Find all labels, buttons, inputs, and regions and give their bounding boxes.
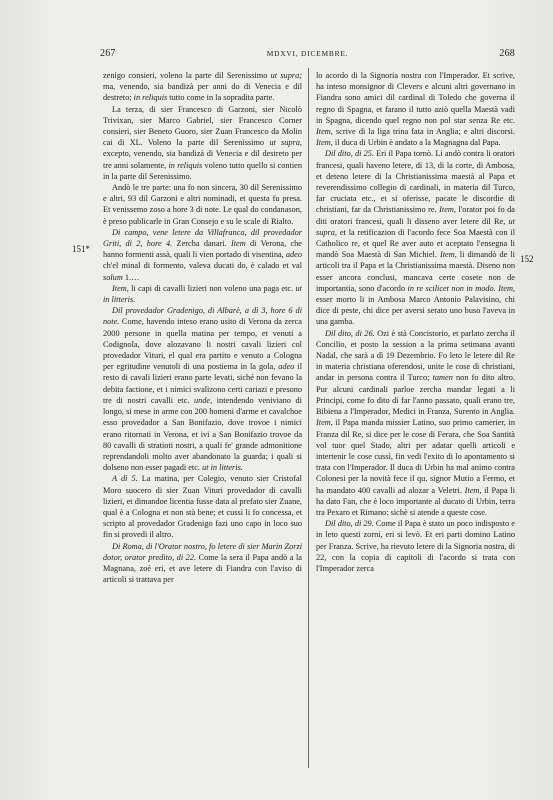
paragraph [103,104,302,182]
italic-text: adeo [285,250,302,260]
body-text: Come la sera il Papa andò a la Magnana, zoè eri, et ave letere di Fiandra con l'aviso di articoli si trattava per [103,552,302,585]
italic-text: Item, [498,283,515,293]
italic-text: Dil dito, di 25. [325,149,374,159]
paragraph [103,305,302,473]
body-text: Come, havendo inteso erano usito di Verona da zerca 2000 persone in quella matina per tempo, et venuti a Codignola, dove alozavano li nostri cavali lizieri col provedador Vituri, el qual era partito e venuto a Cologna per egritudine venutoli di una postiema in la gola, [103,317,302,372]
italic-text: ut in litteris. [103,283,302,305]
paragraph [103,283,302,305]
body-text: lo acordo di la Signoria nostra con l'Imperador. Et scrive, ha inteso monsignor di Clevers e alcuni altri governano in Fiandra sono amici dil cardinal di Toledo che governa il regno di Spagna, et farano il tutto aziò quella Maestà vadi in Spagna, dicendo quel regno non pol star senza Re etc. [316,71,515,125]
italic-text: ut supra, [316,216,515,237]
body-text: il duca di Urbin è andato a la Magnagna dal Papa. [332,138,501,148]
italic-text: Item [230,239,246,249]
body-text: di Verona, che hanno formenti assà, quali li vien portado di visentina, [103,239,302,260]
body-text: et la retificazion di l'acordo fece Soa Maestà con il Catholico re, et quel Re aver auto et aceptato l'ensegna li mandò Soa Maestà di San Michiel. [316,227,515,260]
left-text-column [103,70,302,770]
margin-number-right: 152 [520,254,534,264]
italic-text: Dil dito, di 29. [325,519,374,529]
right-text-column [316,70,515,770]
italic-text: Item, [316,418,333,428]
italic-text: Item, [439,205,456,215]
body-text: 1.… [122,272,140,282]
body-text: tutto come in la sopradita parte. [167,93,275,103]
italic-text: Dil dito, di 26. [325,328,375,338]
italic-text: ut supra, [269,138,302,148]
paragraph [316,518,515,574]
body-text: La terza, di sier Francesco di Garzoni, sier Nicolò Trivixan, sier Marco Gabriel, sier Francesco Corner consieri, sier Beneto Guoro, sier Zuan Francesco da Molin cai di XL. Voleno la parte dil Serenissimo [103,104,302,148]
body-text: Come il Papa è stato un poco indisposto e in leto questi zorni, eri si levò. Et eri parti domino Latino per Franza. Scrive, ha rievuto letere di la Signoria nostra, di 22, con la copia di capitoli di l'acordo si trata con l'Imperador zerca [316,519,515,573]
body-text: il Papa manda missier Latino, suo primo camerier, in Franza dil Re, si dice per le cose di Ferara, che Soa Santità vol tuor quel Stado, altri per adatar quelli articoli e intertenir le cose cussì, fin vedi l'exito di lo apontamento si trata con l'Imperador. Il duca di Urbin ha mal animo contra Colonesi per la novità fece il qu. signor Mutio a Fermo, et ha mandato 400 cavalli ad alozar a Veletri. [316,418,515,495]
italic-text: Item, [316,127,333,137]
paragraph [316,328,515,518]
italic-text: Di campo, vene letere da Villafranca, dil provedador Griti, di 2, hore 4. [103,227,302,249]
body-text: zenigo consieri, voleno la parte dil Serenissimo [103,71,271,80]
italic-text: A dì 5. [112,474,138,484]
body-text: il Papa li ha dato Fan, che è loco importante al ducato di Urbin, terra tra Pexaro et Rimano: sichè si atende a queste cose. [316,485,515,517]
margin-number-left: 151* [72,244,90,254]
page-number-left: 267 [100,48,116,59]
paragraph [103,541,302,586]
body-text: voleno tutto quello si contien in la parte dil Serenissimo. [103,160,302,181]
body-text: non fo dito altro. Pur alcuni cardinali parloe zercha mandar legati a li Principi, come fo dito di far l'anno passato, quali erano tre, Bibiena a l'Imperador, Medici in Franza, Surento in Anglia. [316,373,515,417]
body-text: li dimandò de li articoli tra il Papa et la Christianissima maestà. Diseno non esser ancora conclusi, mancava certe cosete non de importantia, sono d'acordo [316,250,515,293]
italic-text: adeo [278,362,295,372]
italic-text: Item, [464,485,482,495]
italic-text: in re scilicet non in modo. [407,283,496,293]
paragraph [103,473,302,540]
italic-text: in reliquis [133,93,168,103]
body-text: ch'el minal di formento, valeva ducati do, è calado et val [103,261,302,271]
body-text: esser morto li in Ambosa Marco Antonio Palavisino, chi dice di peste, chi dice per aversi serato uno buso l'aveva in una gamba. [316,295,515,327]
italic-text: unde, [193,395,213,405]
italic-text: Item, [439,250,457,260]
column-divider [308,68,309,768]
body-text: il resto di cavali lizieri erano parte levati, siché non fevano la debita factione, et i nimici svalizono certi cariazi e presono tre di nostri cavalli etc. [103,362,302,405]
body-text: Eri il Papa tornò. Li andò contra li oratori francesi, quali haveno letere, di 13, di la corte, di Ambosa, et deteno letere di la Christianissima maestà al Papa et reverendissimo collegio di cardinali, in materia dil Turco, far cruciata etc., et si oferisse, pacate le discordie di christiani, far da Christianissimo re. [316,149,515,215]
body-text: Ozi è stà Concistorio, et parlato zercha il Concilio, et posto la session a la prima setimana avanti Nadal, che sarà a dì 19 Dezembrio. Fo leto le letere dil Re in materia christiana oferendosi, unite le cose di christiani, andar in persona contra il Turco; [316,328,515,383]
paragraph [103,70,302,104]
italic-text: ut supra; [270,71,302,80]
page-header [100,48,515,62]
paragraph [103,182,302,227]
italic-text: tamen [432,373,453,383]
paragraph [103,227,302,283]
body-text: intendendo veniviano di longo, si mese in arme con 200 homeni d'arme et cavalchoe esso provedador a San Bonifazio, dove trovoe i nimici erano ritornati in Verona, et ivi a San Bonifazio trovoe da 80 cavalli di stratioti nostri, a quali fe' grande admonitione reprendandoli molto aver abandonato la guarda; i quali si dolseno non esser pagadi etc. [103,395,302,473]
body-text: l'orator poi fo da diti oratori francesi, quali li disseno aver letere dil Re, [316,205,515,226]
italic-text: ut in litteris. [202,463,243,473]
page-number-right: 268 [499,48,515,59]
paragraph [316,70,515,148]
italic-text: solum [103,272,123,282]
body-text: excepto, venendo, sia bandizà di Venecia e dil destreto per tre anni solamente, [103,149,302,170]
running-title: MDXVI, DICEMBRE. [266,49,349,58]
italic-text: in reliquis [168,160,203,170]
italic-text: Item, [112,283,129,293]
body-text: Andò le tre parte: una fo non sincera, 30 dil Serenissimo e altri, 93 dil Garzoni e altri nominadi, et questa fu presa. Et venissemo zoso a hore 3 di note. Le qual do condanason, è preso publicarle in Gran Consejo e su le scale di Rialto. [103,183,302,226]
italic-text: Di Roma, di l'Orator nostro, fo letere di sier Marin Zorzi dotor, orator predito, di 22. [103,541,302,562]
body-text: La matina, per Colegio, venuto sier Cristofal Moro suocero di sier Zuan Vituri provedador di cavalli lizieri, et dimandoe licentia fusse data al prefato sier Zuane, qual è a Cologna et non stà bene; et cussì li fo concessa, et scripto al provedador Gradenigo fazi uno capo in loco suo fin si provedi il altro. [103,474,302,540]
paragraph [316,148,515,327]
body-text: li capi di cavalli lizieri non voleno una paga etc. [128,283,296,293]
body-text: ma, venendo, sia bandizà per anni do di Venecia e dil destreto; [103,82,302,103]
body-text: Zercha danari. [172,239,231,249]
body-text: scrive di la liga trina fata in Anglia; e altri discorsi. [332,127,515,137]
italic-text: Item, [316,138,333,148]
italic-text: Dil provedador Gradenigo, di Albarè, a dì 3, hore 6 di note. [103,306,302,327]
